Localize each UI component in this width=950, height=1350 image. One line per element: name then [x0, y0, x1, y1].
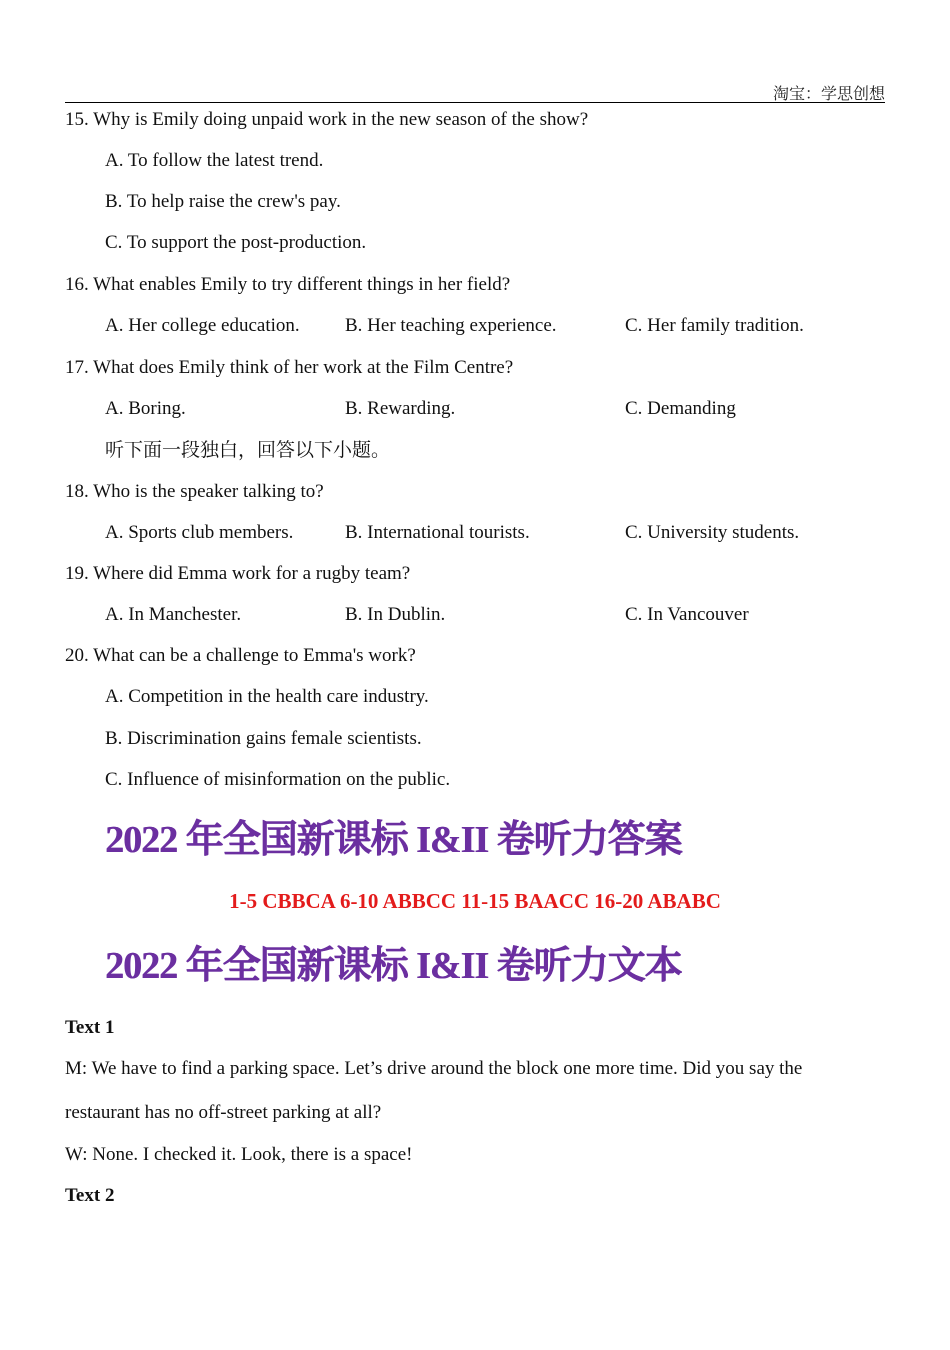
q15-option-c: C. To support the post-production. — [105, 232, 367, 253]
transcript-section-title: 2022 年全国新课标 I&II 卷听力文本 — [105, 945, 682, 987]
question-17: 17. What does Emily think of her work at the Film Centre? — [65, 357, 514, 378]
q16-option-b: B. Her teaching experience. — [345, 315, 557, 336]
header-rule — [65, 102, 885, 103]
text-2-heading: Text 2 — [65, 1185, 115, 1206]
transcript-m-line-2: restaurant has no off-street parking at all? — [65, 1102, 382, 1123]
q19-option-a: A. In Manchester. — [105, 604, 242, 625]
q15-option-b: B. To help raise the crew's pay. — [105, 191, 341, 212]
question-16: 16. What enables Emily to try different things in her field? — [65, 274, 511, 295]
text-1-heading: Text 1 — [65, 1017, 115, 1038]
transcript-m-line-1: M: We have to find a parking space. Let’s drive around the block one more time. Did you say the — [65, 1058, 803, 1079]
question-20: 20. What can be a challenge to Emma's work? — [65, 645, 416, 666]
q16-option-c: C. Her family tradition. — [625, 315, 804, 336]
q20-option-a: A. Competition in the health care industry. — [105, 686, 429, 707]
q19-option-b: B. In Dublin. — [345, 604, 446, 625]
q17-option-a: A. Boring. — [105, 398, 186, 419]
q15-option-a: A. To follow the latest trend. — [105, 150, 324, 171]
question-18: 18. Who is the speaker talking to? — [65, 481, 324, 502]
q18-option-c: C. University students. — [625, 522, 800, 543]
q18-option-b: B. International tourists. — [345, 522, 530, 543]
q20-option-b: B. Discrimination gains female scientists. — [105, 728, 422, 749]
question-15: 15. Why is Emily doing unpaid work in the new season of the show? — [65, 109, 589, 130]
q16-option-a: A. Her college education. — [105, 315, 300, 336]
section-instruction: 听下面一段独白，回答以下小题。 — [105, 440, 391, 461]
q18-option-a: A. Sports club members. — [105, 522, 294, 543]
question-19: 19. Where did Emma work for a rugby team? — [65, 563, 411, 584]
header-text: 淘宝：学思创想 — [772, 86, 885, 103]
q17-option-c: C. Demanding — [625, 398, 736, 419]
q17-option-b: B. Rewarding. — [345, 398, 456, 419]
transcript-w-line: W: None. I checked it. Look, there is a space! — [65, 1144, 413, 1165]
q19-option-c: C. In Vancouver — [625, 604, 749, 625]
q20-option-c: C. Influence of misinformation on the public. — [105, 769, 451, 790]
answer-key: 1-5 CBBCA 6-10 ABBCC 11-15 BAACC 16-20 ABABC — [229, 889, 721, 913]
answer-section-title: 2022 年全国新课标 I&II 卷听力答案 — [105, 819, 682, 861]
